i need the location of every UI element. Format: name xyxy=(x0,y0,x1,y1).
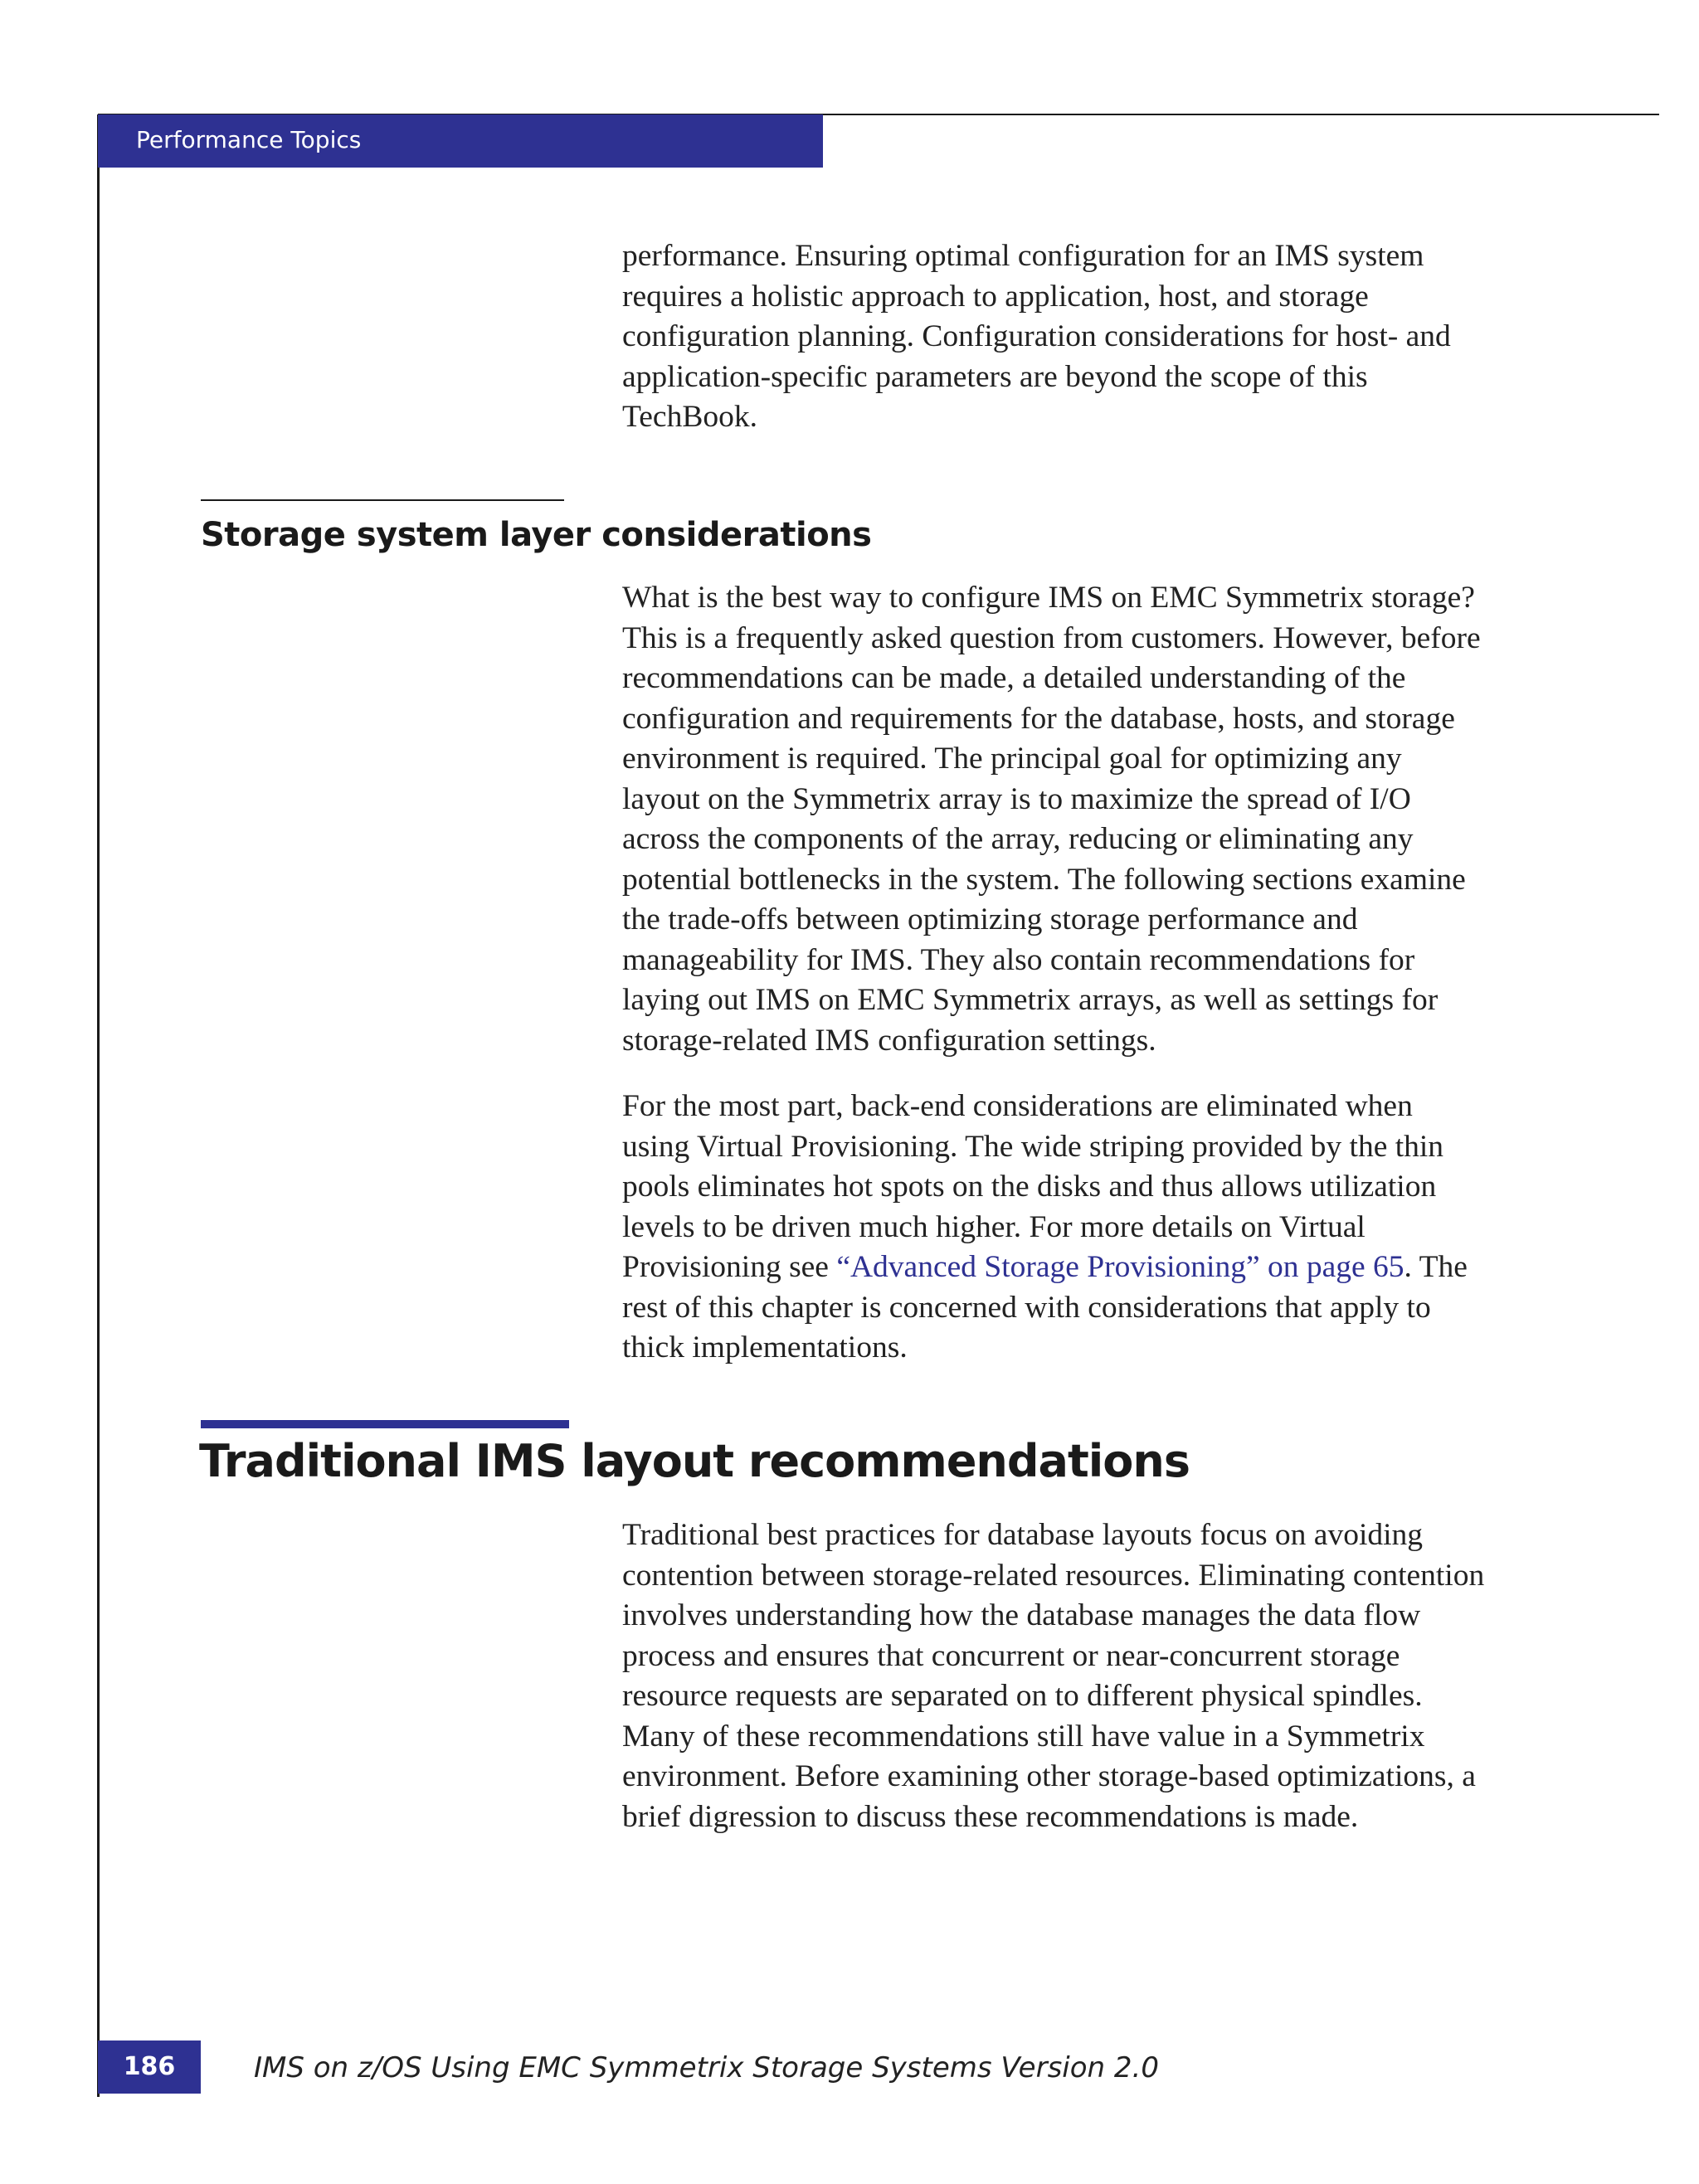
section-header-tab xyxy=(98,114,823,168)
footer-book-title: IMS on z/OS Using EMC Symmetrix Storage Systems Version 2.0 xyxy=(254,2051,1159,2084)
text-line: process and ensures that concurrent or near-concurrent storage xyxy=(622,1638,1400,1673)
text-line: resource requests are separated on to different physical spindles. xyxy=(622,1679,1423,1713)
text-line: the trade-offs between optimizing storage performance and xyxy=(622,902,1358,936)
layout-paragraph xyxy=(622,1515,1651,1837)
section-divider xyxy=(201,499,564,501)
text-line: Many of these recommendations still have value in a Symmetrix xyxy=(622,1719,1425,1754)
text-line: levels to be driven much higher. For more details on Virtual xyxy=(622,1209,1366,1244)
layout-section-heading: Traditional IMS layout recommendations xyxy=(199,1435,1190,1487)
text-line: laying out IMS on EMC Symmetrix arrays, as well as settings for xyxy=(622,983,1439,1017)
text-line: configuration and requirements for the database, hosts, and storage xyxy=(622,701,1455,736)
text-line: using Virtual Provisioning. The wide striping provided by the thin xyxy=(622,1129,1444,1164)
text-line: potential bottlenecks in the system. The following sections examine xyxy=(622,862,1466,897)
text-line: rest of this chapter is concerned with considerations that apply to xyxy=(622,1290,1431,1325)
storage-paragraph-1 xyxy=(622,578,1651,1061)
text-line: environment. Before examining other storage-based optimizations, a xyxy=(622,1759,1476,1793)
storage-section-heading: Storage system layer considerations xyxy=(201,516,872,554)
text-line: recommendations can be made, a detailed understanding of the xyxy=(622,661,1406,695)
text-line: Traditional best practices for database layouts focus on avoiding xyxy=(622,1518,1424,1552)
section-header-label: Performance Topics xyxy=(136,126,362,153)
text-line: What is the best way to configure IMS on EMC Symmetrix storage? xyxy=(622,581,1475,615)
page-margin-rule xyxy=(97,114,100,2097)
page-number-badge xyxy=(98,2041,201,2094)
text-line: pools eliminates hot spots on the disks and thus allows utilization xyxy=(622,1170,1437,1204)
text-line: For the most part, back-end considerations are eliminated when xyxy=(622,1089,1413,1123)
text-line: performance. Ensuring optimal configuration for an IMS system xyxy=(622,239,1424,273)
page-number: 186 xyxy=(123,2052,176,2081)
text-line: across the components of the array, reducing or eliminating any xyxy=(622,822,1414,856)
text-line: brief digression to discuss these recommendations is made. xyxy=(622,1799,1359,1834)
text-line: layout on the Symmetrix array is to maximize the spread of I/O xyxy=(622,781,1411,816)
advanced-storage-provisioning-link[interactable]: “Advanced Storage Provisioning” on page 65 xyxy=(836,1250,1404,1284)
intro-paragraph xyxy=(622,236,1651,438)
text-fragment: Provisioning see xyxy=(622,1250,837,1284)
text-line: thick implementations. xyxy=(622,1330,908,1364)
chapter-heading-rule xyxy=(201,1420,569,1428)
text-line: This is a frequently asked question from customers. However, before xyxy=(622,620,1481,655)
text-line: TechBook. xyxy=(622,400,757,434)
text-line: configuration planning. Configuration considerations for host- and xyxy=(622,319,1451,353)
text-line: requires a holistic approach to application, host, and storage xyxy=(622,279,1369,314)
text-line: application-specific parameters are beyond the scope of this xyxy=(622,359,1368,394)
text-line: manageability for IMS. They also contain recommendations for xyxy=(622,942,1415,977)
storage-paragraph-2 xyxy=(622,1087,1651,1369)
text-line: storage-related IMS configuration settings. xyxy=(622,1023,1156,1058)
text-line: environment is required. The principal goal for optimizing any xyxy=(622,742,1402,776)
text-line-with-link xyxy=(622,1248,1651,1288)
text-fragment: . The xyxy=(1404,1250,1468,1284)
text-line: involves understanding how the database manages the data flow xyxy=(622,1598,1421,1632)
text-line: contention between storage-related resources. Eliminating contention xyxy=(622,1558,1485,1593)
